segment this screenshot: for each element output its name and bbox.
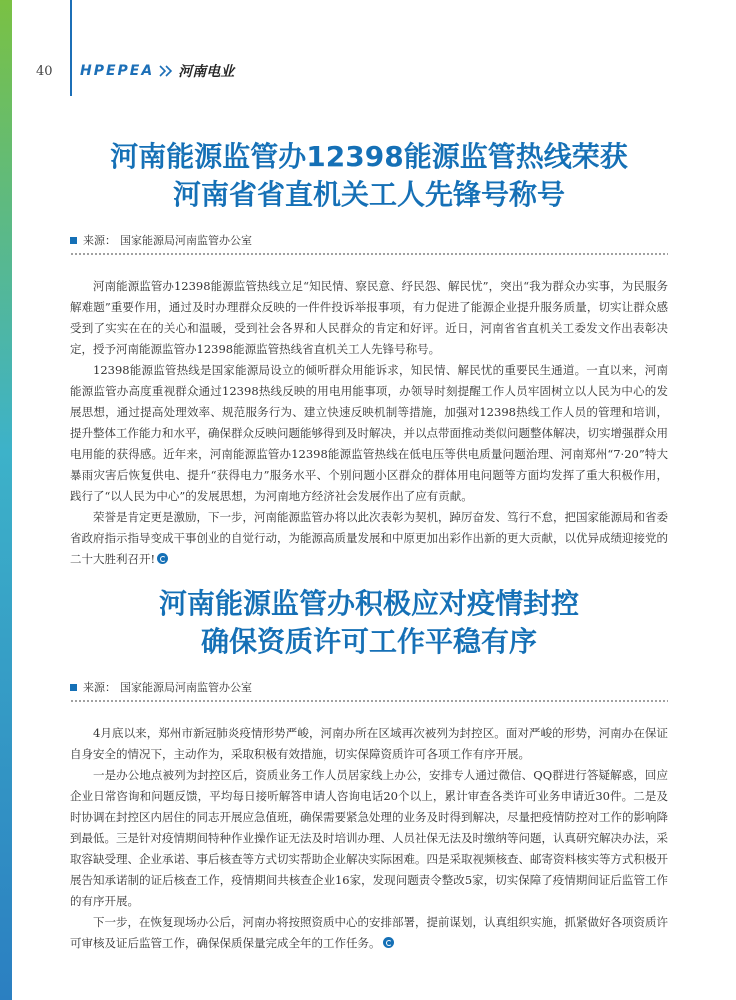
title-line: 确保资质许可工作平稳有序: [200, 625, 537, 658]
paragraph-text: 荣誉是肯定更是激励，下一步，河南能源监管办将以此次表彰为契机，踔厉奋发、笃行不怠，把国家能源局和省委省政府指示指导变成干事创业的自觉行动，为能源高质量发展和中原更加出彩作出新的更大贡献，以优异成绩迎接党的二十大胜利召开!: [70, 510, 668, 566]
source-name: 国家能源局河南监管办公室: [120, 234, 252, 247]
source-prefix: 来源：: [83, 681, 116, 694]
title-line: 河南能源监管办12398能源监管热线荣获: [110, 140, 628, 173]
paragraph: [70, 507, 668, 570]
article-body: [70, 276, 668, 570]
article-2: [70, 585, 668, 954]
article-body: [70, 723, 668, 954]
magazine-brand: [80, 61, 234, 81]
dotted-divider: [70, 252, 668, 256]
article-source: [70, 230, 668, 250]
paragraph: 一是办公地点被列为封控区后，资质业务工作人员居家线上办公，安排专人通过微信、QQ群进行答疑解惑，回应企业日常咨询和问题反馈，平均每日接听解答申请人咨询电话20个以上，累计审查各类许可业务申请近30件。二是及时协调在封控区内居住的同志开展应急值班，确保需要紧急处理的业务及时得到解决，尽量把疫情防控对工作的影响降到最低。三是针对疫情期间特种作业操作证无法及时培训办理、人员社保无法及时缴纳等问题，认真研究解决办法，采取容缺受理、企业承诺、事后核查等方式切实帮助企业解决实际困难。四是采取视频核查、邮寄资料核实等方式积极开展告知承诺制的证后核查工作，疫情期间共核查企业16家，发现问题责令整改5家，切实保障了疫情期间证后监管工作的有序开展。: [70, 768, 668, 908]
title-line: 河南能源监管办积极应对疫情封控: [158, 587, 579, 620]
side-color-bar: [0, 0, 12, 1000]
header-divider-line: [70, 0, 72, 96]
brand-english-name: HPEPEA: [80, 63, 155, 79]
source-name: 国家能源局河南监管办公室: [120, 681, 252, 694]
brand-chinese-name: 河南电业: [178, 64, 235, 80]
dotted-divider: [70, 699, 668, 703]
paragraph-text: 下一步，在恢复现场办公后，河南办将按照资质中心的安排部署，提前谋划，认真组织实施，抓紧做好各项资质许可审核及证后监管工作，确保保质保量完成全年的工作任务。: [70, 915, 668, 950]
end-mark-icon: [383, 937, 394, 948]
paragraph: [70, 912, 668, 954]
article-title: [70, 138, 668, 214]
article-1: [70, 138, 668, 570]
page-number: 40: [36, 64, 53, 79]
paragraph: 4月底以来，郑州市新冠肺炎疫情形势严峻，河南办所在区域再次被列为封控区。面对严峻的形势，河南办在保证自身安全的情况下，主动作为，采取积极有效措施，切实保障资质许可各项工作有序开展。: [70, 726, 668, 761]
paragraph: 12398能源监管热线是国家能源局设立的倾听群众用能诉求，知民情、解民忧的重要民生通道。一直以来，河南能源监管办高度重视群众通过12398热线反映的用电用能事项，办领导时刻提醒工作人员牢固树立以人民为中心的发展思想，通过提高处理效率、规范服务行为、建立快速反映机制等措施，加强对12398热线工作人员的管理和培训，提升整体工作能力和水平，确保群众反映问题能够得到及时解决，并以点带面推动类似问题整体解决，切实增强群众用电用能的获得感。近年来，河南能源监管办12398能源监管热线在低电压等供电质量问题治理、河南郑州“7·20”特大暴雨灾害后恢复供电、提升“获得电力”服务水平、个别问题小区群众的群体用电问题等方面均发挥了重大积极作用，践行了“以人民为中心”的发展思想，为河南地方经济社会发展作出了应有贡献。: [70, 363, 668, 503]
source-prefix: 来源：: [83, 234, 116, 247]
paragraph: 河南能源监管办12398能源监管热线立足“知民情、察民意、纾民怨、解民忧”，突出“我为群众办实事，为民服务解难题”重要作用，通过及时办理群众反映的一件件投诉举报事项，有力促进了能源企业提升服务质量，切实让群众感受到了实实在在的关心和温暖，受到社会各界和人民群众的肯定和好评。近日，河南省省直机关工委发文作出表彰决定，授予河南能源监管办12398能源监管热线省直机关工人先锋号称号。: [70, 279, 668, 356]
article-source: [70, 677, 668, 697]
article-title: [70, 585, 668, 661]
square-bullet-icon: [70, 237, 77, 244]
square-bullet-icon: [70, 684, 77, 691]
arrow-icon: [159, 65, 173, 77]
title-line: 河南省省直机关工人先锋号称号: [172, 178, 565, 211]
end-mark-icon: [157, 553, 168, 564]
